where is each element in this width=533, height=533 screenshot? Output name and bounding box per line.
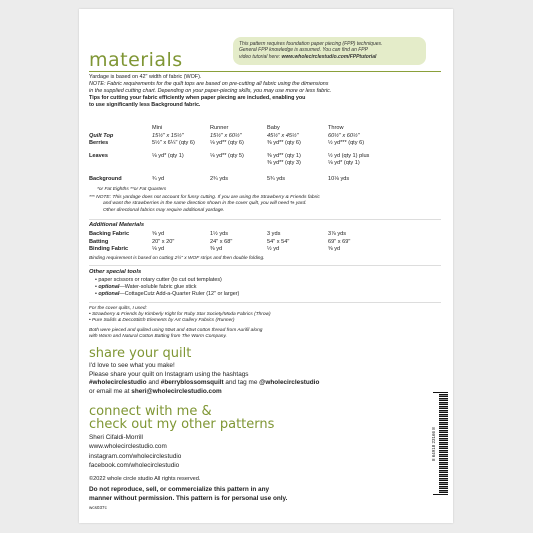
table-cell: ⅛ yd** (qty 6) <box>210 140 244 146</box>
website-link[interactable]: www.wholecirclestudio.com <box>89 443 167 451</box>
table-cell: 24" x 68" <box>210 238 233 245</box>
warning-line: manner without permission. This pattern is for personal use only. <box>89 494 288 502</box>
row-label: Leaves <box>89 152 108 159</box>
copyright: ©2022 whole circle studio All rights reserved. <box>89 476 201 482</box>
yardage-note: Yardage is based on 42" width of fabric (WOF). <box>89 74 202 80</box>
footnote-line: and want the strawberries in the same direction shown in the cover quilt, you will need ⅝ yard. <box>103 201 307 207</box>
footer <box>89 476 389 511</box>
pattern-page <box>79 9 453 523</box>
table-row <box>89 246 388 254</box>
instagram-handle[interactable]: @wholecirclestudio <box>259 379 320 387</box>
fabric-note-1: NOTE: Fabric requirements for the quilt tops are based on pre-cutting all fabric using the dimensions <box>89 81 329 88</box>
title-divider <box>89 71 441 72</box>
size-throw: Throw <box>328 125 344 131</box>
table-cell: 45½" x 45½" <box>267 132 299 139</box>
fpp-note-box <box>233 37 426 65</box>
tool-optional-label: optional <box>98 290 120 297</box>
footnote-line: *** NOTE: This yardage does not account for fussy cutting. If you are using the Strawberry & Friends fabric <box>89 195 320 200</box>
row-label: Background <box>89 175 122 182</box>
row-label: Binding Fabric <box>89 246 129 252</box>
table-cell: ⅝ yd <box>328 246 341 252</box>
yardage-footnote <box>89 195 439 214</box>
connect-title-line1: connect with me & <box>89 404 212 419</box>
fpp-tutorial-link[interactable]: www.wholecirclestudio.com/FPPtutorial <box>281 53 377 60</box>
tools-section <box>89 269 429 298</box>
table-row <box>89 239 388 247</box>
fpp-note-line3 <box>239 54 420 60</box>
pieced-line: Both were pieced and quilted using 50wt and 40wt cotton thread from Aurifil along <box>89 327 263 333</box>
hashtag-wholecirclestudio[interactable]: #wholecirclestudio <box>89 379 147 387</box>
additional-materials-table <box>89 231 388 254</box>
share-section <box>89 362 439 397</box>
table-cell: 5¾ yds <box>267 175 286 182</box>
connect-links <box>89 433 181 470</box>
table-cell: ⅛ yd** (qty 5) <box>210 152 244 159</box>
cover-quilts-section <box>89 306 439 340</box>
share-line: Please share your quilt on Instagram using the hashtags <box>89 370 249 378</box>
materials-table <box>89 125 388 183</box>
table-cell: ½ yd (qty 1) plus <box>328 152 370 159</box>
table-row <box>89 176 388 184</box>
warning-line: Do not reproduce, sell, or commercialize this pattern in any <box>89 485 270 493</box>
fabric-note-2: in the supplied cutting chart. Depending on your paper-piecing skills, you may use more or less fabric. <box>89 88 332 95</box>
table-cell: 54" x 54" <box>267 238 290 245</box>
size-mini: Mini <box>152 125 163 131</box>
connect-title-line2: check out my other patterns <box>89 417 275 433</box>
table-cell: 3 yds <box>267 231 281 237</box>
facebook-link[interactable]: facebook.com/wholecirclestudio <box>89 461 180 469</box>
table-cell: ⅛ yd <box>152 246 165 252</box>
table-cell: ½ yd*** (qty 6) <box>328 140 365 146</box>
section-divider <box>89 265 441 266</box>
list-item: • Pure Solids & DecoStitch Elements by Art Gallery Fabrics (Runner) <box>89 318 235 324</box>
row-label: Batting <box>89 238 109 245</box>
share-title: share your quilt <box>89 346 192 361</box>
table-cell: ⅜ yd** (qty 3) <box>267 160 301 166</box>
table-row <box>89 133 388 141</box>
table-cell: 15½" x 15½" <box>152 132 184 139</box>
table-spacer-row <box>89 168 388 176</box>
table-row <box>89 160 388 168</box>
table-header-row <box>89 125 388 133</box>
row-label: Backing Fabric <box>89 231 130 237</box>
binding-note: Binding requirement is based on cutting 2½" x WOF strips and then double folding. <box>89 256 265 261</box>
tools-title: Other special tools <box>89 269 142 275</box>
table-cell: ⅝ yd <box>152 231 165 237</box>
list-item: • optional—CottageCutz Add-a-Quarter Ruler (12" or larger) <box>95 290 240 297</box>
table-cell: ¾ yd <box>152 175 165 182</box>
table-cell: ⅛ yd* (qty 1) <box>328 160 360 166</box>
fpp-note-line1: This pattern requires foundation paper piecing (FPP) techniques. <box>239 41 383 47</box>
materials-title: materials <box>89 49 183 71</box>
hashtag-berryblossoms[interactable]: #berryblossomsquilt <box>160 379 224 387</box>
tips-line-1: Tips for cutting your fabric efficiently when paper piecing are included, enabling you <box>89 95 306 102</box>
table-cell: ⅜ yd** (qty 1) <box>267 152 301 159</box>
table-cell: ⅛ yd* (qty 1) <box>152 152 184 159</box>
section-divider <box>89 302 441 303</box>
additional-materials-title: Additional Materials <box>89 222 145 228</box>
list-item: • optional—Water-soluble fabric glue stick <box>95 283 197 290</box>
table-cell: 20" x 20" <box>152 238 175 245</box>
email-link[interactable]: sheri@wholecirclestudio.com <box>131 387 222 395</box>
barcode-number: 8 64918 23166 8 <box>431 394 439 494</box>
tool-text: —CottageCutz Add-a-Quarter Ruler (12" or larger) <box>119 290 240 297</box>
tips-line-2: to use significantly less Background fabric. <box>89 102 201 109</box>
table-cell: 10⅛ yds <box>328 175 350 182</box>
table-cell: ½ yd <box>267 246 280 252</box>
list-item: • Strawberry & Friends by Kimberly Kight for Ruby Star Society/Moda Fabrics (Throw) <box>89 312 271 318</box>
table-cell: ⅜ yd** (qty 6) <box>267 140 301 146</box>
table-cell: 2¾ yds <box>210 175 229 182</box>
table-cell: 69" x 69" <box>328 238 351 245</box>
footnote-line: Other directional fabrics may require additional yardage. <box>103 207 225 213</box>
share-hashtags: #wholecirclestudio and #berryblossomsquilt and tag me @wholecirclestudio <box>89 379 320 387</box>
row-label: Berries <box>89 140 109 146</box>
author-name: Sheri Cifaldi-Morrill <box>89 434 143 441</box>
tools-list <box>89 277 429 298</box>
connect-title <box>89 405 274 432</box>
tool-text: paper scissors or rotary cutter (to cut out templates) <box>98 276 222 283</box>
table-cell: 3⅞ yds <box>328 231 347 237</box>
instagram-link[interactable]: instagram.com/wholecirclestudio <box>89 452 182 460</box>
fpp-note-prefix: video tutorial here: <box>239 53 282 60</box>
fpp-note-line2: General FPP knowledge is assumed. You can find an FPP <box>239 47 368 54</box>
table-cell: 1½ yds <box>210 231 229 237</box>
table-row <box>89 153 388 161</box>
pieced-line: with Warm and Natural Cotton Batting from The Warm Company. <box>89 333 227 339</box>
table-cell: 5½" x 6¼" (qty 6) <box>152 140 195 146</box>
table-cell: 15½" x 60½" <box>210 132 242 139</box>
list-item: • paper scissors or rotary cutter (to cut out templates) <box>95 276 222 283</box>
row-label: Quilt Top <box>89 132 114 139</box>
fat-quarter-footnote: *or Fat Eighths **or Fat Quarters <box>97 187 167 192</box>
tool-optional-label: optional <box>98 283 120 290</box>
pattern-code: wcs037c <box>89 504 107 510</box>
size-runner: Runner <box>210 125 229 131</box>
section-divider <box>89 219 441 220</box>
table-row <box>89 231 388 239</box>
table-cell: ⅜ yd <box>210 246 223 252</box>
materials-intro <box>89 74 439 109</box>
cover-intro: For the cover quilts, I used: <box>89 306 147 311</box>
table-row <box>89 140 388 148</box>
share-email: or email me at sheri@wholecirclestudio.com <box>89 387 222 395</box>
tool-text: —Water-soluble fabric glue stick <box>119 283 197 290</box>
size-baby: Baby <box>267 125 280 131</box>
share-line: I'd love to see what you make! <box>89 362 175 369</box>
table-cell: 60½" x 60½" <box>328 132 360 139</box>
